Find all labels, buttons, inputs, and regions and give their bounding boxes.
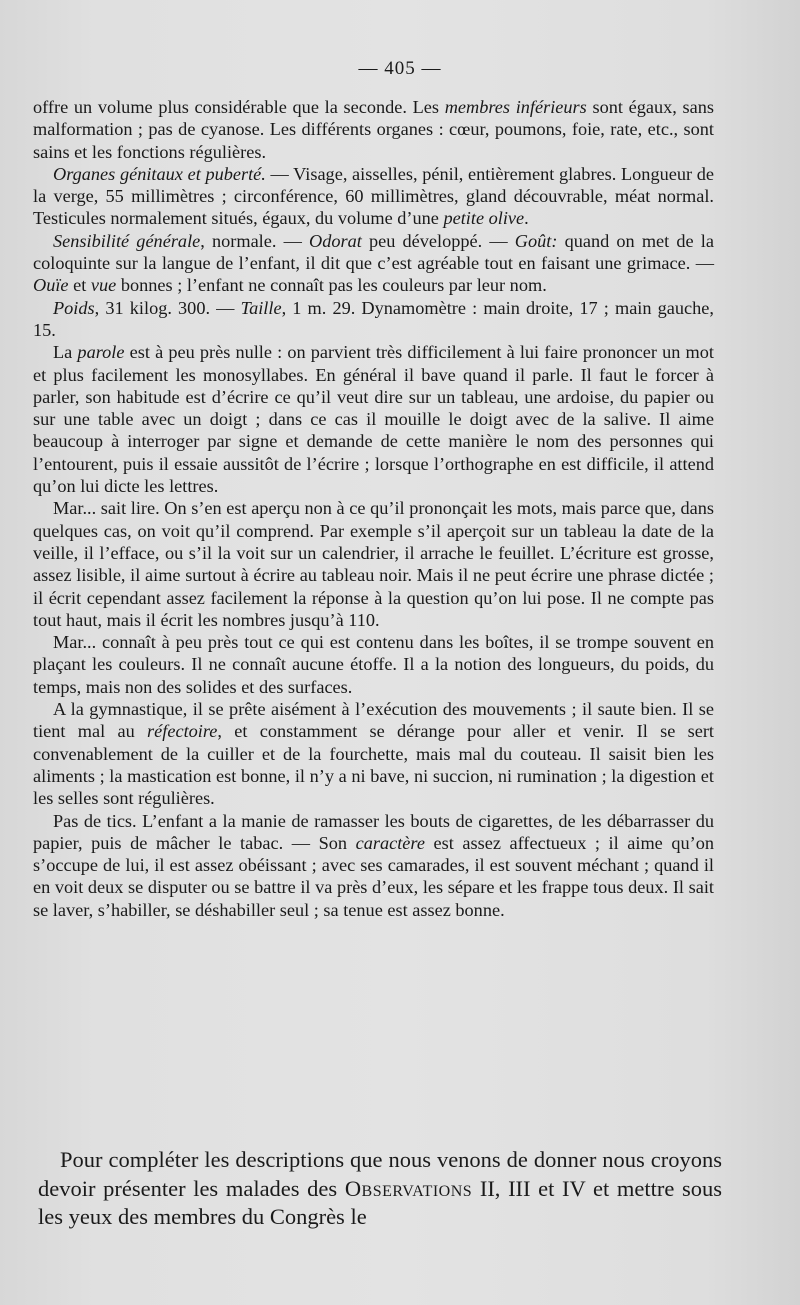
italic-term: réfectoire: [147, 721, 218, 742]
text-run: .: [524, 208, 529, 229]
text-run: quand on met de la coloquinte sur la langue de l’enfant, il dit que c’est agréable tout en faisant une grimace. —: [33, 230, 714, 274]
text-run: , normale. —: [200, 230, 310, 251]
text-run: sont égaux, sans malformation ; pas de cyanose. Les différents organes : cœur, poumons, foie, rate, etc., sont sains et les fonctions régulières.: [33, 97, 714, 162]
paragraph-weight-height: [33, 297, 714, 342]
text-run: , 1 m. 29. Dynamomètre : main droite, 17 ; main gauche, 15.: [33, 297, 714, 340]
text-run: est à peu près nulle : on parvient très difficilement à lui faire prononcer un mot et plus facilement les monosyllabes. En général il bave quand il parle. Il faut le forcer à parler, son habitude est d’écrire ce qu’il veut dire sur un tableau, une ardoise, du papier ou sur une table avec un doigt ; dans ce cas il mouille le doigt avec de la salive. Il aime beaucoup à interroger par signe et demande de cette manière le nom des personnes qui l’entourent, puis il essaie aussitôt de l’écrire ; lorsque l’orthographe en est difficile, il attend qu’on lui dicte les lettres.: [33, 342, 714, 497]
paragraph-character: [33, 810, 714, 921]
section-heading: Organes génitaux et puberté.: [53, 163, 266, 184]
text-run: La: [53, 342, 78, 363]
paragraph-gymnastics: [33, 698, 714, 809]
paragraph-genital-organs: [33, 163, 714, 230]
text-run: offre un volume plus considérable que la seconde. Les: [33, 97, 445, 117]
italic-term: caractère: [355, 832, 425, 853]
text-run: est assez affectueux ; il aime qu’on s’occupe de lui, il est assez obéissant ; avec ses camarades, il est souvent méchant ; quand il en voit deux se disputer ou se battre il va près d’eux, les sépare et les frappe tous deux. Il sait se laver, s’habiller, se déshabiller seul ; sa tenue est assez bonne.: [33, 832, 714, 920]
text-run: Pas de tics. L’enfant a la manie de ramasser les bouts de cigarettes, de les débarrasser du papier, puis de mâcher le tabac. — Son: [33, 810, 714, 853]
italic-term: vue: [90, 275, 117, 296]
paragraph-reading: Mar... sait lire. On s’en est aperçu non à ce qu’il prononçait les mots, mais parce que, dans quelques cas, on voit qu’il comprend. Par exemple s’il aperçoit sur un tableau la date de la veille, il l’efface, ou s’il la voit sur un calendrier, il arrache le feuillet. L’écriture est grosse, assez lisible, il aime surtout à écrire au tableau noir. Mais il ne peut écrire une phrase dictée ; il écrit cependant assez facilement la réponse à la question qu’on lui pose. Il ne compte pas tout haut, mais il écrit les nombres jusqu’à 110.: [33, 498, 714, 630]
text-run: bonnes ; l’enfant ne connaît pas les couleurs par leur nom.: [116, 275, 547, 296]
page-number: — 405 —: [358, 58, 442, 79]
paragraph-knowledge: Mar... connaît à peu près tout ce qui est contenu dans les boîtes, il se trompe souvent en plaçant les couleurs. Il ne connaît aucune étoffe. Il a la notion des longueurs, du poids, du temps, mais non des solides et des surfaces.: [33, 632, 714, 697]
section-heading: Sensibilité générale: [53, 230, 201, 251]
italic-term: parole: [77, 342, 125, 363]
text-run: peu développé. —: [361, 230, 515, 251]
text-run: , 31 kilog. 300. —: [94, 297, 241, 318]
italic-term: Taille: [240, 297, 282, 318]
text-run: II, III et IV et mettre sous les yeux des membres du Congrès le: [38, 1175, 722, 1229]
paragraph-limbs: [33, 96, 714, 163]
italic-term: Goût:: [514, 230, 558, 251]
text-run: , et constamment se dérange pour aller et venir. Il se sert convenablement de la cuiller et de la fourchette, mais mal du couteau. Il saisit bien les aliments ; la mastication est bonne, il n’y a ni bave, ni succion, ni rumination ; la digestion et les selles sont régulières.: [33, 721, 715, 809]
body-text: [33, 96, 714, 921]
italic-term: Ouïe: [33, 275, 69, 296]
text-run: A la gymnastique, il se prête aisément à l’exécution des mouvements ; il saute bien. Il se tient mal au: [33, 699, 714, 742]
closing-text: [38, 1146, 722, 1232]
text-run: — Visage, aisselles, pénil, entièrement glabres. Longueur de la verge, 55 millimètres ; circonférence, 60 millimètres, gland découvrable, méat normal. Testicules normalement situés, égaux, du volume d’une: [33, 163, 714, 229]
text-run: Pour compléter les descriptions que nous venons de donner nous croyons devoir présenter les malades des: [38, 1147, 722, 1201]
paragraph-sensibility: [33, 230, 714, 297]
italic-term: Odorat: [309, 230, 362, 251]
text-run: et: [68, 275, 91, 296]
paragraph-speech: [33, 341, 714, 497]
small-caps-term: Observations: [344, 1175, 473, 1201]
closing-paragraph: [38, 1146, 722, 1232]
italic-term: petite olive: [443, 208, 525, 229]
section-heading: Poids: [53, 297, 95, 318]
italic-term: membres inférieurs: [444, 97, 587, 117]
